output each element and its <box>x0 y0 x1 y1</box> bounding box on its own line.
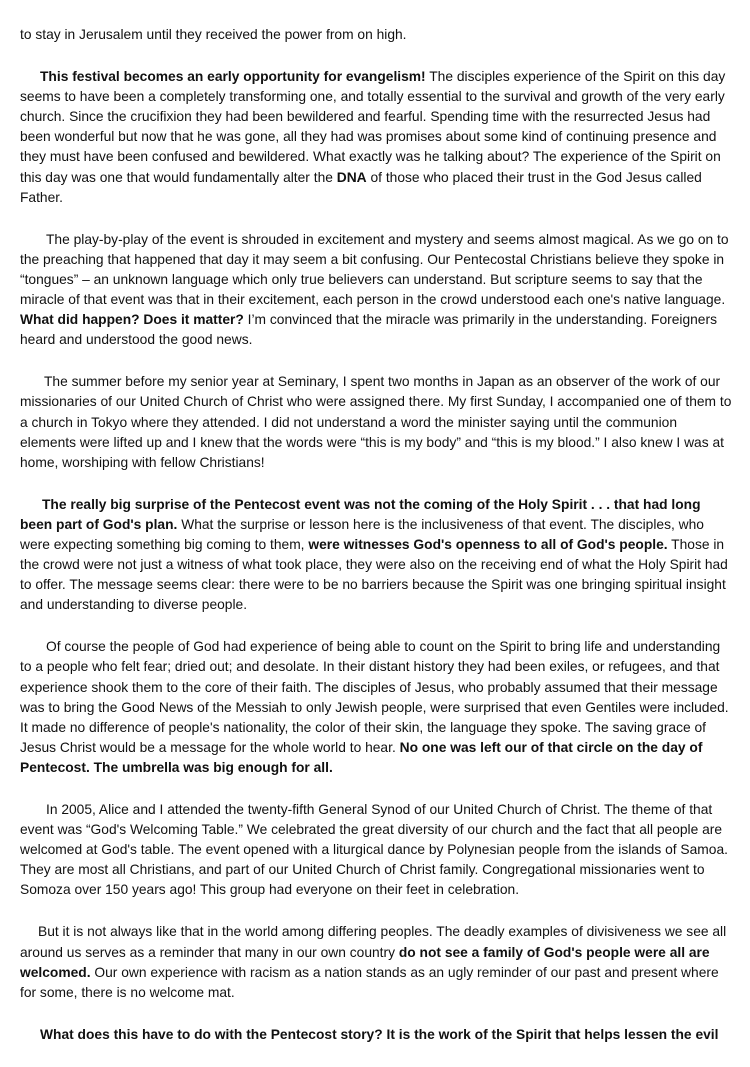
text-segment: to stay in Jerusalem until they received the power from on high. <box>20 27 407 42</box>
text-segment: I’m convinced that the miracle was primarily in the understanding. Foreigners heard and understood the good news. <box>20 312 717 348</box>
bold-text-segment: were witnesses God's openness to all of God's people. <box>308 536 668 552</box>
text-segment: The disciples experience of the Spirit on this day seems to have been a completely transforming one, and totally essential to the survival and growth of the very early church. Since the crucifixion they had been bewildered and fearful. Spending time with the resurrected Jesus had been wonderful but now that he was gone, all they had was promises about some kind of continuing presence and they must have been confused and bewildered. What exactly was he talking about? The experience of the Spirit on this day was one that would fundamentally alter the <box>20 69 726 185</box>
text-segment: The play-by-play of the event is shrouded in excitement and mystery and seems almost magical. As we go on to the preaching that happened that day it may seem a bit confusing. Our Pentecostal Christians believe they spoke in “tongues” – an unknown language which only true believers can understand. But scripture seems to say that the miracle of that event was that in their excitement, each person in the crowd understood each one's native language. <box>20 231 729 308</box>
paragraph <box>20 922 732 1002</box>
text-segment: What the surprise or lesson here is the inclusiveness of that event. The disciples, who were expecting something big coming to them, <box>20 516 704 552</box>
paragraph <box>20 800 732 900</box>
bold-text-segment: DNA <box>336 169 367 185</box>
document-page <box>20 25 732 1067</box>
text-segment: Our own experience with racism as a nation stands as an ugly reminder of our past and present where for some, there is no welcome mat. <box>20 964 719 1000</box>
text-segment: In 2005, Alice and I attended the twenty-fifth General Synod of our United Church of Christ. The theme of that event was “God's Welcoming Table.” We celebrated the great diversity of our church and the fact that all people are welcomed at God's table. The event opened with a liturgical dance by Polynesian people from the islands of Samoa. They are most all Christians, and part of our United Church of Christ family. Congregational missionaries went to Somoza over 150 years ago! This group had everyone on their feet in celebration. <box>20 802 728 898</box>
bold-text-segment: This festival becomes an early opportunity for evangelism! <box>40 69 426 85</box>
paragraph <box>20 230 732 351</box>
paragraph <box>20 67 732 208</box>
bold-text-segment: What did happen? Does it matter? <box>20 312 244 328</box>
bold-text-segment: No one was left our of that circle on the day of Pentecost. The umbrella was big enough for all. <box>20 739 703 775</box>
text-segment: Of course the people of God had experience of being able to count on the Spirit to bring life and understanding to a people who felt fear; dried out; and desolate. In their distant history they had been exiles, or refugees, and that experience shook them to the core of their faith. The disciples of Jesus, who probably assumed that their message was to bring the Good News of the Messiah to only Jewish people, were surprised that even Gentiles were included. It made no difference of people's nationality, the color of their skin, the language they spoke. The saving grace of Jesus Christ would be a message for the whole world to hear. <box>20 639 729 755</box>
text-segment: The summer before my senior year at Seminary, I spent two months in Japan as an observer of the work of our missionaries of our United Church of Christ who were assigned there. My first Sunday, I accompanied one of them to a church in Tokyo where they attended. I did not understand a word the minister saying until the communion elements were lifted up and I knew that the words were “this is my body” and “this is my blood.” I also knew I was at home, worshiping with fellow Christians! <box>20 374 732 470</box>
paragraph <box>20 25 732 45</box>
text-segment: Those in the crowd were not just a witness of what took place, they were also on the receiving end of what the Holy Spirit had to offer. The message seems clear: there were to be no barriers because the Spirit was one bringing spiritual insight and understanding to diverse people. <box>20 536 728 613</box>
bold-text-segment: What does this have to do with the Pentecost story? It is the work of the Spirit that helps lessen the evil <box>40 1026 719 1042</box>
paragraph <box>20 495 732 616</box>
paragraph <box>20 372 732 472</box>
text-segment: But it is not always like that in the world among differing peoples. The deadly examples of divisiveness we see all around us serves as a reminder that many in our own country <box>20 924 727 960</box>
bold-text-segment: do not see a family of God's people were all are welcomed. <box>20 944 710 980</box>
paragraph <box>20 637 732 778</box>
paragraph <box>20 1025 732 1045</box>
text-segment: of those who placed their trust in the God Jesus called Father. <box>20 169 702 205</box>
bold-text-segment: The really big surprise of the Pentecost event was not the coming of the Holy Spirit . . . that had long been part of God's plan. <box>20 496 701 532</box>
